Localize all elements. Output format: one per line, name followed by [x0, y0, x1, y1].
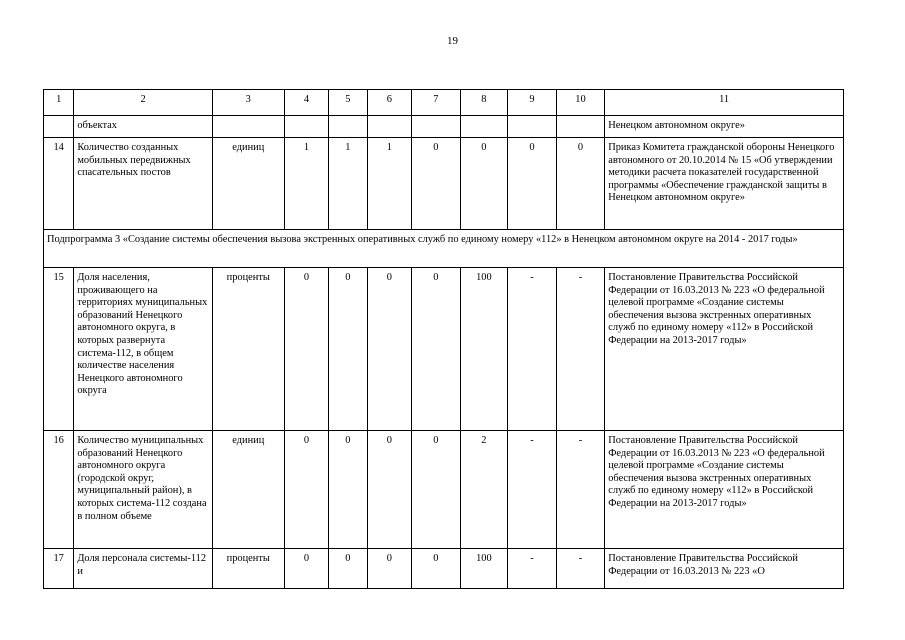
- header-cell: 8: [460, 90, 508, 116]
- header-cell: 3: [212, 90, 284, 116]
- table-header-row: [44, 90, 844, 116]
- header-cell: 1: [44, 90, 74, 116]
- num-cell: 14: [44, 138, 74, 230]
- value-cell: 0: [367, 431, 412, 549]
- value-cell: 0: [329, 431, 367, 549]
- value-cell: 0: [412, 138, 461, 230]
- value-cell: 0: [460, 138, 508, 230]
- header-cell: 7: [412, 90, 461, 116]
- basis-cell: Постановление Правительства Российской Федерации от 16.03.2013 № 223 «О: [605, 549, 844, 589]
- table-row: [44, 138, 844, 230]
- num-cell: 15: [44, 268, 74, 431]
- table-row: [44, 549, 844, 589]
- name-cell: объектах: [74, 116, 213, 138]
- value-cell: 0: [556, 138, 605, 230]
- indicators-table: [43, 89, 844, 589]
- value-cell: 0: [329, 268, 367, 431]
- unit-cell: проценты: [212, 549, 284, 589]
- name-cell: Доля персонала системы-112 и: [74, 549, 213, 589]
- subprogram-title: Подпрограмма 3 «Создание системы обеспечения вызова экстренных оперативных служб по единому номеру «112» в Ненецком автономном округе на 2014 - 2017 годы»: [44, 230, 844, 268]
- value-cell: 0: [284, 268, 329, 431]
- value-cell: -: [556, 549, 605, 589]
- basis-cell: Ненецком автономном округе»: [605, 116, 844, 138]
- value-cell: 0: [508, 138, 557, 230]
- value-cell: -: [556, 268, 605, 431]
- header-cell: 2: [74, 90, 213, 116]
- header-cell: 11: [605, 90, 844, 116]
- value-cell: 0: [367, 268, 412, 431]
- value-cell: 0: [412, 549, 461, 589]
- unit-cell: проценты: [212, 268, 284, 431]
- value-cell: 1: [329, 138, 367, 230]
- header-cell: 5: [329, 90, 367, 116]
- header-cell: 9: [508, 90, 557, 116]
- unit-cell: [212, 116, 284, 138]
- value-cell: -: [508, 268, 557, 431]
- value-cell: 2: [460, 431, 508, 549]
- value-cell: 1: [367, 138, 412, 230]
- value-cell: -: [556, 431, 605, 549]
- value-cell: -: [508, 431, 557, 549]
- value-cell: 0: [284, 431, 329, 549]
- value-cell: 0: [412, 268, 461, 431]
- basis-cell: Постановление Правительства Российской Федерации от 16.03.2013 № 223 «О федеральной целевой программе «Создание системы обеспечения вызова экстренных оперативных служб по единому номеру «112» в Российской Федерации на 2013-2017 годы»: [605, 431, 844, 549]
- value-cell: 100: [460, 268, 508, 431]
- continuation-row: [44, 116, 844, 138]
- name-cell: Количество созданных мобильных передвижных спасательных постов: [74, 138, 213, 230]
- value-cell: 0: [284, 549, 329, 589]
- unit-cell: единиц: [212, 431, 284, 549]
- subprogram-row: [44, 230, 844, 268]
- header-cell: 10: [556, 90, 605, 116]
- num-cell: 16: [44, 431, 74, 549]
- header-cell: 4: [284, 90, 329, 116]
- value-cell: 100: [460, 549, 508, 589]
- value-cell: 0: [412, 431, 461, 549]
- name-cell: Доля населения, проживающего на территориях муниципальных образований Ненецкого автономного округа, в которых развернута система-112, в общем количестве населения Ненецкого автономного округа: [74, 268, 213, 431]
- value-cell: 0: [329, 549, 367, 589]
- value-cell: -: [508, 549, 557, 589]
- basis-cell: Приказ Комитета гражданской обороны Ненецкого автономного от 20.10.2014 № 15 «Об утверждении методики расчета показателей государственной программы «Обеспечение гражданской защиты в Ненецком автономном округе»: [605, 138, 844, 230]
- table-row: [44, 268, 844, 431]
- table-row: [44, 431, 844, 549]
- value-cell: 1: [284, 138, 329, 230]
- num-cell: [44, 116, 74, 138]
- value-cell: 0: [367, 549, 412, 589]
- name-cell: Количество муниципальных образований Ненецкого автономного округа (городской округ, муниципальный район), в которых система-112 создана в полном объеме: [74, 431, 213, 549]
- page-number: 19: [447, 35, 458, 47]
- header-cell: 6: [367, 90, 412, 116]
- num-cell: 17: [44, 549, 74, 589]
- unit-cell: единиц: [212, 138, 284, 230]
- basis-cell: Постановление Правительства Российской Федерации от 16.03.2013 № 223 «О федеральной целевой программе «Создание системы обеспечения вызова экстренных оперативных служб по единому номеру «112» в Российской Федерации на 2013-2017 годы»: [605, 268, 844, 431]
